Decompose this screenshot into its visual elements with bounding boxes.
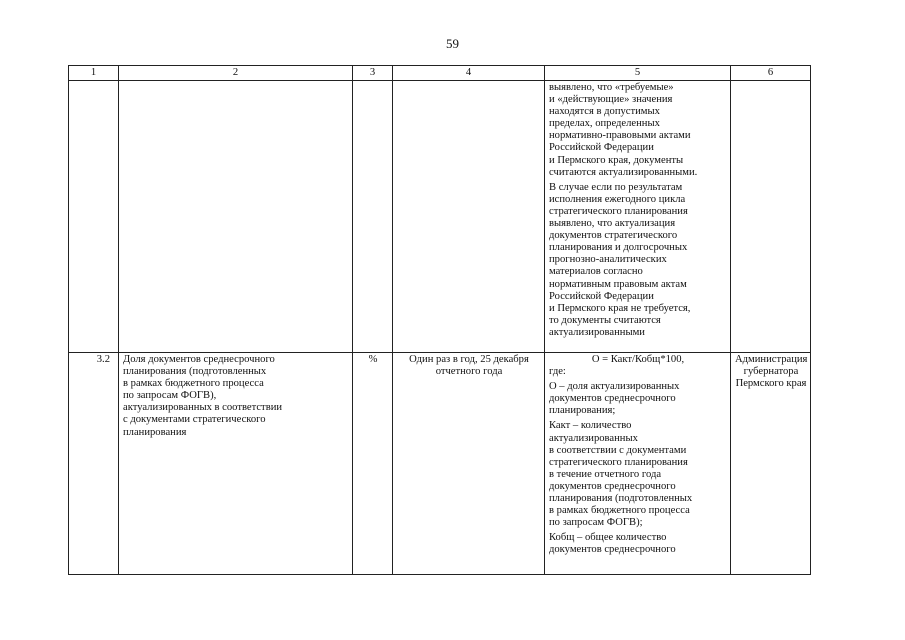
method-paragraph: В случае если по результатам исполнения ежегодного цикла стратегического планирования выявлено, что актуализация документов стратегического планирования и долгосрочных прогнозно-аналитических материалов согласно нормативным правовым актам Российской Федерации и Пермского края не требуется, то документы считаются актуализированными <box>549 181 691 338</box>
cont-cell-4 <box>393 81 545 353</box>
header-col-6: 6 <box>731 66 811 81</box>
table-row-3-2 <box>69 353 811 575</box>
header-col-3: 3 <box>353 66 393 81</box>
table-row-continuation <box>69 81 811 353</box>
formula-definition: О – доля актуализированных документов среднесрочного планирования; <box>549 381 680 417</box>
page-number: 59 <box>446 36 459 51</box>
cont-cell-5 <box>545 81 731 353</box>
indicator-unit: % <box>353 353 393 575</box>
formula-definition: Кобщ – общее количество документов среднесрочного <box>549 532 676 556</box>
method-paragraph: выявлено, что «требуемые» и «действующие» значения находятся в допустимых пределах, определенных нормативно-правовыми актами Российской Федерации и Пермского края, документы считаются актуализированными. <box>549 82 698 178</box>
indicator-periodicity: Один раз в год, 25 декабря отчетного года <box>393 353 545 575</box>
cont-cell-6 <box>731 81 811 353</box>
header-col-5: 5 <box>545 66 731 81</box>
responsible-body: Администрация губернатора Пермского края <box>731 353 811 575</box>
header-col-4: 4 <box>393 66 545 81</box>
cont-cell-1 <box>69 81 119 353</box>
formula-definition: Какт – количество актуализированных в соответствии с документами стратегического планирования в течение отчетного года документов среднесрочного планирования (подготовленных в рамках бюджетного процесса по запросам ФОГВ); <box>549 420 693 529</box>
header-col-1: 1 <box>69 66 119 81</box>
indicator-method <box>545 353 731 575</box>
table-header-row <box>69 66 811 81</box>
header-col-2: 2 <box>119 66 353 81</box>
formula-where: где: <box>549 366 566 378</box>
cont-cell-3 <box>353 81 393 353</box>
row-number: 3.2 <box>69 353 119 575</box>
indicator-name: Доля документов среднесрочного планирования (подготовленных в рамках бюджетного процесса по запросам ФОГВ), актуализированных в соответствии с документами стратегического планирования <box>119 353 353 575</box>
indicators-table <box>68 65 811 575</box>
formula: О = Какт/Кобщ*100, <box>591 354 685 365</box>
cont-cell-2 <box>119 81 353 353</box>
